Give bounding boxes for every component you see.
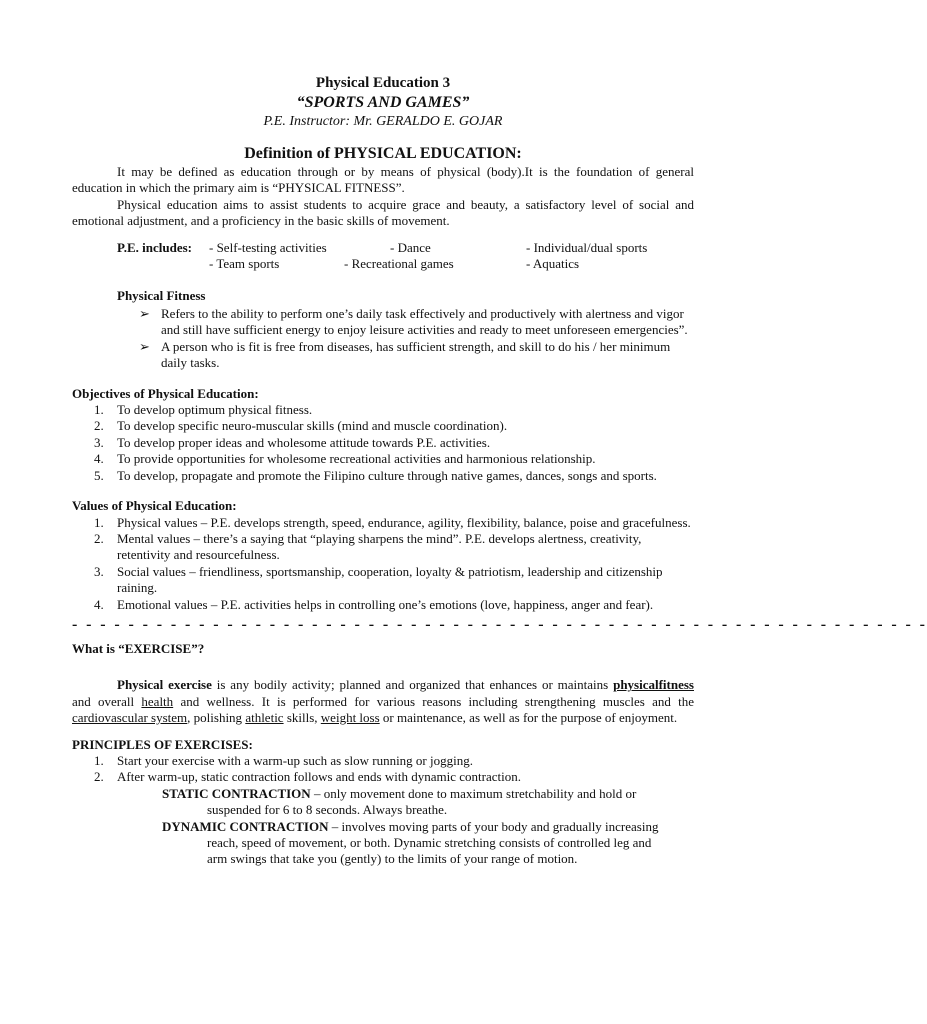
dynamic-term: DYNAMIC CONTRACTION [162,818,329,834]
item-text: Emotional values – P.E. activities helps in controlling one’s emotions (love, happiness, anger and fear). [117,596,654,612]
list-item [72,435,694,451]
static-text: suspended for 6 to 8 seconds. Always breathe. [207,802,448,818]
list-item [72,451,694,467]
exercise-term: Physical exercise [117,677,212,693]
objectives-heading: Objectives of Physical Education: [72,385,259,401]
principles-list [72,753,694,786]
includes-item: - Recreational games [344,255,454,271]
includes-item: - Aquatics [526,255,580,271]
list-item [72,515,694,531]
definition-paragraph-2: Physical education aims to assist students to acquire grace and beauty, a satisfactory level of social and emotional adjustment, and a proficiency in the basic skills of movement. [72,196,694,229]
item-number: 2. [94,530,104,546]
list-item [72,402,694,418]
exercise-text: or maintenance, as well as for the purpose of enjoyment. [379,710,678,726]
item-number: 2. [94,769,104,785]
item-number: 3. [94,563,104,579]
weight-loss-link[interactable]: weight loss [320,710,380,726]
static-first-line [162,786,694,802]
objectives-list [72,402,694,484]
list-item [139,306,694,339]
instructor-line: P.E. Instructor: Mr. GERALDO E. GOJAR [263,114,503,129]
includes-item: - Individual/dual sports [526,239,648,255]
document-title: Physical Education 3 [315,75,451,91]
dynamic-first-line [162,819,694,835]
exercise-heading: What is “EXERCISE”? [72,640,205,656]
list-item [72,531,694,564]
static-term: STATIC CONTRACTION [162,785,311,801]
item-number: 3. [94,434,104,450]
dynamic-text: arm swings that take you (gently) to the limits of your range of motion. [207,851,578,867]
section-divider: - - - - - - - - - - - - - - - - - - - - - - - - - - - - - - - - - - - - - - - - - - - - - - - - - - - - - - - - - - - - - [72,615,927,633]
list-item [72,597,694,613]
dynamic-text: – involves moving parts of your body and gradually increasing [328,818,659,834]
pe-includes [117,240,694,274]
list-item [72,418,694,434]
list-item [139,339,694,372]
definition-heading: Definition of PHYSICAL EDUCATION: [244,145,522,162]
item-text: Social values – friendliness, sportsmanship, cooperation, loyalty & patriotism, leadership and citizenship raining. [117,563,663,596]
includes-item: - Team sports [209,255,280,271]
bullet-text: A person who is fit is free from diseases, has sufficient strength, and skill to do his / her minimum daily tasks. [161,338,671,371]
physical-fitness-heading: Physical Fitness [117,287,206,303]
dynamic-contraction-definition [162,819,694,868]
document-subtitle: “SPORTS AND GAMES” [296,94,470,111]
list-item [72,753,694,769]
item-number: 4. [94,451,104,467]
definition-paragraph-1: It may be defined as education through or by means of physical (body).It is the foundation of general education in which the primary aim is “PHYSICAL FITNESS”. [72,164,694,196]
principles-heading: PRINCIPLES OF EXERCISES: [72,736,253,752]
document-page [72,74,927,868]
item-number: 1. [94,402,104,418]
dynamic-text: reach, speed of movement, or both. Dynamic stretching consists of controlled leg and [207,835,652,850]
pe-includes-label: P.E. includes: [117,239,193,255]
item-text: Mental values – there’s a saying that “playing sharpens the mind”. P.E. develops alertness, creativity, retentivity and resourcefulness. [117,530,642,563]
item-text: After warm-up, static contraction follows and ends with dynamic contraction. [117,769,521,785]
list-item [72,564,694,597]
item-text: To develop, propagate and promote the Filipino culture through native games, dances, songs and sports. [117,467,657,483]
exercise-text: and wellness. It is performed for various reasons including strengthening muscles and the [173,693,694,709]
item-number: 1. [94,752,104,768]
athletic-link[interactable]: athletic [245,710,284,726]
arrow-bullet-icon: ➢ [139,338,150,354]
list-item [72,468,694,484]
item-number: 2. [94,418,104,434]
exercise-paragraph [72,677,694,726]
item-number: 1. [94,514,104,530]
static-text: – only movement done to maximum stretchability and hold or [310,785,637,801]
health-link[interactable]: health [141,693,174,709]
includes-item: - Self-testing activities [209,239,327,255]
item-text: To provide opportunities for wholesome recreational activities and harmonious relationship. [117,451,596,467]
physical-fitness-link[interactable]: physicalfitness [613,677,694,693]
item-text: To develop specific neuro-muscular skills (mind and muscle coordination). [117,418,508,434]
item-number: 4. [94,596,104,612]
item-text: Physical values – P.E. develops strength, speed, endurance, agility, flexibility, balance, poise and gracefulness. [117,514,691,530]
values-heading: Values of Physical Education: [72,498,237,514]
list-item [72,769,694,785]
physical-fitness-list [72,306,694,372]
item-text: To develop optimum physical fitness. [117,402,313,418]
static-contraction-definition [162,786,694,819]
exercise-text: and overall [72,693,142,709]
cardiovascular-system-link[interactable]: cardiovascular system [72,710,188,726]
includes-item: - Dance [390,239,431,255]
item-text: Start your exercise with a warm-up such as slow running or jogging. [117,752,473,768]
values-list [72,515,694,613]
exercise-text: skills, [283,710,321,726]
arrow-bullet-icon: ➢ [139,306,150,322]
item-text: To develop proper ideas and wholesome attitude towards P.E. activities. [117,434,491,450]
item-number: 5. [94,467,104,483]
exercise-text: is any bodily activity; planned and organized that enhances or maintains [211,677,614,693]
bullet-text: Refers to the ability to perform one’s daily task effectively and productively with alertness and vigor and still have sufficient energy to enjoy leisure activities and ready to meet unforeseen emergencies”. [161,306,688,338]
exercise-text: , polishing [187,710,246,726]
